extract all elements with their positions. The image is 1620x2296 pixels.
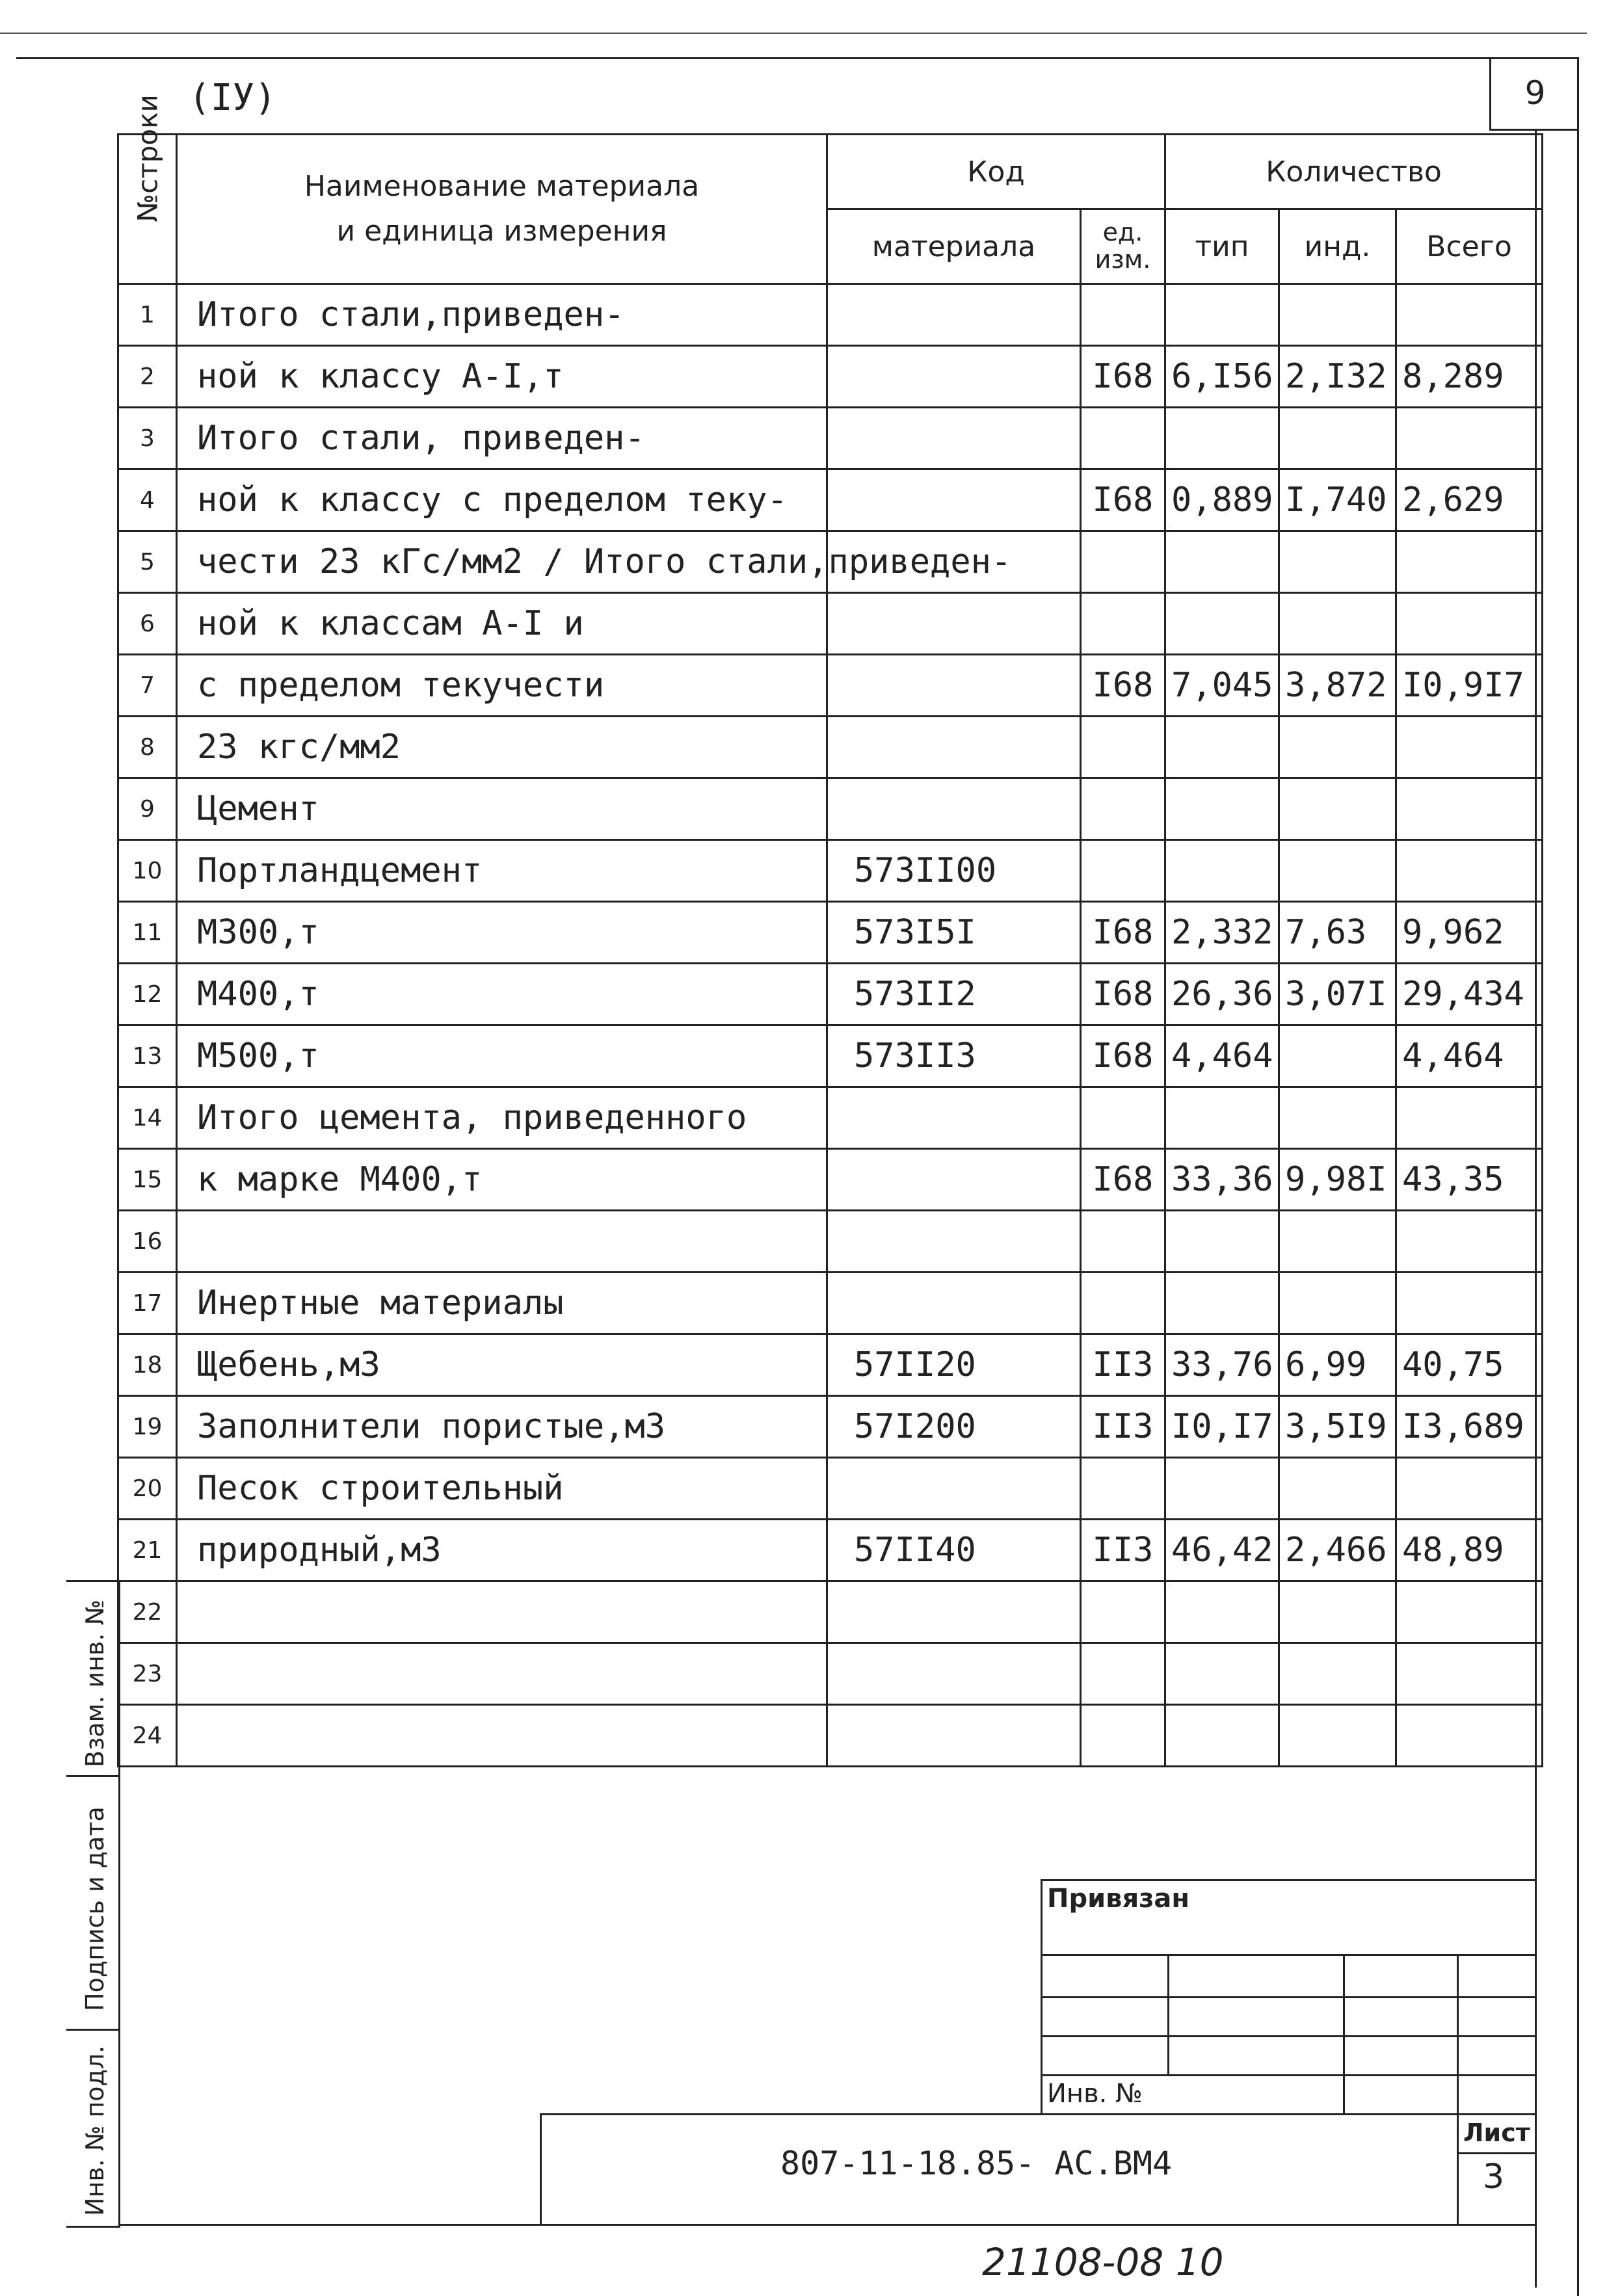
row-number: 19: [118, 1396, 177, 1458]
quantity-total: [1396, 1458, 1543, 1520]
unit-code: [1081, 778, 1165, 840]
row-number: 16: [118, 1211, 177, 1273]
quantity-total: [1396, 593, 1543, 655]
material-code: 573II3: [827, 1025, 1081, 1087]
quantity-total: [1396, 1211, 1543, 1273]
quantity-tip: [1165, 1581, 1279, 1643]
row-number: 18: [118, 1334, 177, 1396]
lower-bottom-border: [118, 2224, 1535, 2226]
material-code: [827, 1581, 1081, 1643]
material-name: М500,т: [177, 1025, 827, 1087]
material-code: [827, 717, 1081, 778]
quantity-total: 4,464: [1396, 1025, 1543, 1087]
row-number: 6: [118, 593, 177, 655]
table-row: [118, 1087, 1543, 1149]
quantity-total: [1396, 284, 1543, 346]
quantity-ind: [1279, 1643, 1396, 1705]
quantity-total: [1396, 1087, 1543, 1149]
table-row: [118, 593, 1543, 655]
material-code: [827, 655, 1081, 717]
list-box-mid-line: [1457, 2152, 1535, 2154]
quantity-total: 29,434: [1396, 964, 1543, 1025]
table-row: [118, 1643, 1543, 1705]
material-name: М400,т: [177, 964, 827, 1025]
tb-row-line-3: [1041, 2035, 1535, 2037]
row-number: 9: [118, 778, 177, 840]
tb-row-line-1: [1041, 1954, 1535, 1956]
stamp-podpis-data: Подпись и дата: [81, 1806, 109, 2011]
quantity-ind: 2,I32: [1279, 346, 1396, 408]
material-code: 57II40: [827, 1520, 1081, 1581]
table-row: [118, 1273, 1543, 1334]
quantity-tip: [1165, 1643, 1279, 1705]
material-name: [177, 1211, 827, 1273]
material-code: [827, 1458, 1081, 1520]
tip-header: тип: [1165, 209, 1279, 284]
material-name: М300,т: [177, 902, 827, 964]
material-code: 573II2: [827, 964, 1081, 1025]
quantity-total: [1396, 1643, 1543, 1705]
row-number: 5: [118, 531, 177, 593]
quantity-tip: [1165, 717, 1279, 778]
quantity-ind: 2,466: [1279, 1520, 1396, 1581]
quantity-total: 40,75: [1396, 1334, 1543, 1396]
stamp-inv-podl: Инв. № подл.: [81, 2045, 109, 2216]
quantity-total: 43,35: [1396, 1149, 1543, 1211]
unit-code: [1081, 1273, 1165, 1334]
quantity-tip: [1165, 284, 1279, 346]
quantity-ind: [1279, 531, 1396, 593]
quantity-total: 9,962: [1396, 902, 1543, 964]
row-number: 23: [118, 1643, 177, 1705]
row-number: 24: [118, 1705, 177, 1767]
row-number: 8: [118, 717, 177, 778]
material-code: 573II00: [827, 840, 1081, 902]
unit-code: [1081, 840, 1165, 902]
quantity-tip: 46,42: [1165, 1520, 1279, 1581]
quantity-tip: [1165, 593, 1279, 655]
material-code: [827, 1273, 1081, 1334]
unit-code: [1081, 408, 1165, 469]
quantity-ind: [1279, 1273, 1396, 1334]
material-name: 23 кгс/мм2: [177, 717, 827, 778]
unit-code: [1081, 1705, 1165, 1767]
part-label: (IУ): [189, 77, 276, 119]
unit-header: ед. изм.: [1081, 209, 1165, 284]
row-number: 22: [118, 1581, 177, 1643]
row-number: 17: [118, 1273, 177, 1334]
material-code: [827, 778, 1081, 840]
quantity-tip: [1165, 1705, 1279, 1767]
row-number: 4: [118, 469, 177, 531]
quantity-tip: [1165, 1211, 1279, 1273]
material-code: 573I5I: [827, 902, 1081, 964]
unit-code: II3: [1081, 1334, 1165, 1396]
row-number: 1: [118, 284, 177, 346]
doc-row-left-line: [540, 2113, 542, 2224]
row-number: 7: [118, 655, 177, 717]
quantity-tip: 4,464: [1165, 1025, 1279, 1087]
quantity-ind: [1279, 1458, 1396, 1520]
row-number: 12: [118, 964, 177, 1025]
lower-left-border: [118, 1756, 120, 2224]
quantity-ind: [1279, 778, 1396, 840]
table-row: [118, 1705, 1543, 1767]
material-name: Песок строительный: [177, 1458, 827, 1520]
quantity-ind: [1279, 1025, 1396, 1087]
quantity-tip: 7,045: [1165, 655, 1279, 717]
row-number: 10: [118, 840, 177, 902]
row-number: 21: [118, 1520, 177, 1581]
ind-header: инд.: [1279, 209, 1396, 284]
quantity-ind: [1279, 1087, 1396, 1149]
table-row: [118, 902, 1543, 964]
material-name: ной к классу с пределом теку-: [177, 469, 827, 531]
unit-code: [1081, 284, 1165, 346]
material-name: природный,м3: [177, 1520, 827, 1581]
material-name-header: Наименование материала и единица измерения: [177, 135, 827, 284]
unit-code: [1081, 531, 1165, 593]
quantity-tip: [1165, 408, 1279, 469]
quantity-tip: 0,889: [1165, 469, 1279, 531]
material-code: 57II20: [827, 1334, 1081, 1396]
quantity-tip: [1165, 1273, 1279, 1334]
code-header: Код: [827, 135, 1165, 209]
quantity-ind: 3,872: [1279, 655, 1396, 717]
material-code: [827, 593, 1081, 655]
quantity-tip: 33,36: [1165, 1149, 1279, 1211]
table-row: [118, 1334, 1543, 1396]
quantity-total: 8,289: [1396, 346, 1543, 408]
list-label: Лист: [1463, 2118, 1530, 2147]
unit-code: I68: [1081, 469, 1165, 531]
quantity-ind: [1279, 1705, 1396, 1767]
tb-col-line-2: [1343, 1954, 1345, 2113]
table-row: [118, 1520, 1543, 1581]
privyazan-label: Привязан: [1047, 1884, 1190, 1914]
quantity-ind: [1279, 840, 1396, 902]
material-code: [827, 346, 1081, 408]
material-code-header: материала: [827, 209, 1081, 284]
quantity-ind: I,740: [1279, 469, 1396, 531]
material-code: [827, 1211, 1081, 1273]
material-name: Заполнители пористые,м3: [177, 1396, 827, 1458]
quantity-total: 48,89: [1396, 1520, 1543, 1581]
list-number: 3: [1483, 2157, 1505, 2197]
quantity-total: [1396, 1705, 1543, 1767]
quantity-tip: [1165, 778, 1279, 840]
quantity-tip: [1165, 1458, 1279, 1520]
material-name: Инертные материалы: [177, 1273, 827, 1334]
unit-code: [1081, 1211, 1165, 1273]
row-number: 14: [118, 1087, 177, 1149]
quantity-total: 2,629: [1396, 469, 1543, 531]
stamp-podpis-data-cell: [66, 1775, 120, 2031]
tb-top-line: [1041, 1879, 1535, 1881]
quantity-ind: [1279, 717, 1396, 778]
quantity-ind: 3,07I: [1279, 964, 1396, 1025]
row-number: 13: [118, 1025, 177, 1087]
material-name: [177, 1581, 827, 1643]
material-code: [827, 469, 1081, 531]
material-name: с пределом текучести: [177, 655, 827, 717]
table-row: [118, 1211, 1543, 1273]
tb-col-line-1: [1167, 1954, 1169, 2074]
inv-no-label: Инв. №: [1047, 2079, 1143, 2109]
table-row: [118, 1581, 1543, 1643]
material-code: [827, 1643, 1081, 1705]
material-name: чести 23 кГс/мм2 / Итого стали,приведен-: [177, 531, 827, 593]
table-row: [118, 717, 1543, 778]
quantity-tip: [1165, 1087, 1279, 1149]
top-edge-line: [0, 33, 1587, 34]
unit-code: II3: [1081, 1520, 1165, 1581]
unit-code: [1081, 1087, 1165, 1149]
unit-code: [1081, 1643, 1165, 1705]
material-name: к марке М400,т: [177, 1149, 827, 1211]
table-row: [118, 1025, 1543, 1087]
tb-row-line-2: [1041, 1996, 1535, 1998]
quantity-tip: [1165, 840, 1279, 902]
unit-code: [1081, 1458, 1165, 1520]
unit-code: I68: [1081, 902, 1165, 964]
material-code: [827, 1705, 1081, 1767]
unit-code: I68: [1081, 346, 1165, 408]
tb-row-line-4: [1041, 2074, 1535, 2076]
material-code: [827, 284, 1081, 346]
row-number: 3: [118, 408, 177, 469]
quantity-tip: 2,332: [1165, 902, 1279, 964]
quantity-total: [1396, 531, 1543, 593]
quantity-total: I0,9I7: [1396, 655, 1543, 717]
table-row: [118, 408, 1543, 469]
quantity-tip: 33,76: [1165, 1334, 1279, 1396]
quantity-ind: [1279, 593, 1396, 655]
quantity-tip: [1165, 531, 1279, 593]
unit-code: [1081, 1581, 1165, 1643]
table-row: [118, 1458, 1543, 1520]
doc-row-top-line: [540, 2113, 1535, 2115]
quantity-total: [1396, 1581, 1543, 1643]
quantity-ind: [1279, 1581, 1396, 1643]
unit-code: I68: [1081, 1149, 1165, 1211]
material-name: ной к классам А-I и: [177, 593, 827, 655]
quantity-ind: 7,63: [1279, 902, 1396, 964]
material-code: [827, 408, 1081, 469]
quantity-total: [1396, 778, 1543, 840]
material-code: [827, 1149, 1081, 1211]
table-row: [118, 1149, 1543, 1211]
sheet-number: 9: [1489, 57, 1579, 131]
table-row: [118, 531, 1543, 593]
table-row: [118, 284, 1543, 346]
row-number: 20: [118, 1458, 177, 1520]
material-code: [827, 1087, 1081, 1149]
table-row: [118, 778, 1543, 840]
tb-col-line-3: [1457, 1954, 1459, 2113]
stamp-inv-podl-cell: [66, 2029, 120, 2228]
quantity-total: I3,689: [1396, 1396, 1543, 1458]
quantity-header: Количество: [1165, 135, 1543, 209]
quantity-total: [1396, 1273, 1543, 1334]
table-row: [118, 840, 1543, 902]
footer-registration-number: 21108-08 10: [982, 2240, 1224, 2284]
material-name: Портландцемент: [177, 840, 827, 902]
material-name: [177, 1705, 827, 1767]
unit-code: II3: [1081, 1396, 1165, 1458]
stamp-vzam-inv: Взам. инв. №: [81, 1599, 109, 1767]
material-name: [177, 1643, 827, 1705]
material-name: Итого стали, приведен-: [177, 408, 827, 469]
document-code: 807-11-18.85- АС.ВМ4: [780, 2144, 1173, 2182]
quantity-tip: 6,I56: [1165, 346, 1279, 408]
unit-code: I68: [1081, 1025, 1165, 1087]
quantity-ind: [1279, 408, 1396, 469]
quantity-tip: 26,36: [1165, 964, 1279, 1025]
row-number: 2: [118, 346, 177, 408]
table-row: [118, 964, 1543, 1025]
quantity-ind: [1279, 284, 1396, 346]
material-code: 57I200: [827, 1396, 1081, 1458]
material-name: Цемент: [177, 778, 827, 840]
row-number-header: №строки: [118, 135, 177, 284]
unit-code: I68: [1081, 655, 1165, 717]
stamp-vzam-inv-cell: [66, 1580, 120, 1777]
table-row: [118, 469, 1543, 531]
unit-code: I68: [1081, 964, 1165, 1025]
material-name: Щебень,м3: [177, 1334, 827, 1396]
row-number: 15: [118, 1149, 177, 1211]
table-row: [118, 346, 1543, 408]
list-box-left-line: [1457, 2113, 1459, 2224]
quantity-total: [1396, 717, 1543, 778]
table-row: [118, 1396, 1543, 1458]
material-name: ной к классу А-I,т: [177, 346, 827, 408]
row-number: 11: [118, 902, 177, 964]
quantity-ind: 9,98I: [1279, 1149, 1396, 1211]
quantity-tip: I0,I7: [1165, 1396, 1279, 1458]
table-row: [118, 655, 1543, 717]
quantity-ind: 6,99: [1279, 1334, 1396, 1396]
total-header: Всего: [1396, 209, 1543, 284]
quantity-ind: [1279, 1211, 1396, 1273]
unit-code: [1081, 717, 1165, 778]
unit-code: [1081, 593, 1165, 655]
material-name: Итого стали,приведен-: [177, 284, 827, 346]
quantity-total: [1396, 408, 1543, 469]
material-name: Итого цемента, приведенного: [177, 1087, 827, 1149]
quantity-total: [1396, 840, 1543, 902]
quantity-ind: 3,5I9: [1279, 1396, 1396, 1458]
